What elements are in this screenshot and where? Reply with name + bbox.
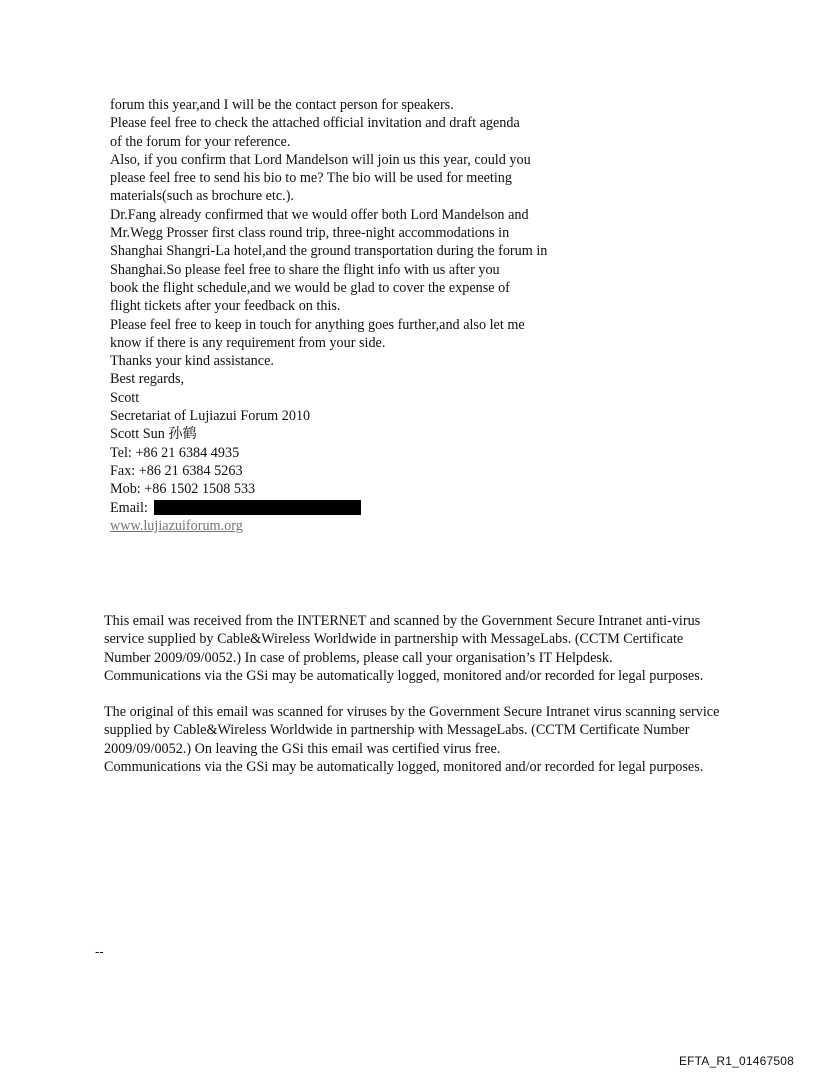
body-line: Shanghai.So please feel free to share the flight info with us after you xyxy=(110,261,500,278)
body-line: flight tickets after your feedback on this. xyxy=(110,298,341,315)
email-body xyxy=(110,96,710,535)
signature-closing: Best regards, xyxy=(110,371,185,388)
signature-mob: Mob: +86 1502 1508 533 xyxy=(110,481,256,498)
gsi-disclaimer xyxy=(104,612,724,776)
incoming-logging-notice: Communications via the GSi may be automatically logged, monitored and/or recorded for legal purposes. xyxy=(104,667,704,684)
body-line: book the flight schedule,and we would be glad to cover the expense of xyxy=(110,279,510,296)
signature-fax: Fax: +86 21 6384 5263 xyxy=(110,462,243,479)
body-line: Thanks your kind assistance. xyxy=(110,353,274,370)
signature-org: Secretariat of Lujiazui Forum 2010 xyxy=(110,408,311,425)
document-id: EFTA_R1_01467508 xyxy=(678,1054,794,1068)
body-line: Mr.Wegg Prosser first class round trip, three-night accommodations in xyxy=(110,225,510,242)
signature-separator: -- xyxy=(95,944,104,959)
body-line: Dr.Fang already confirmed that we would offer both Lord Mandelson and xyxy=(110,206,529,223)
body-line: know if there is any requirement from your side. xyxy=(110,334,386,351)
signature-full-name: Scott Sun 孙鹤 xyxy=(110,426,197,443)
outgoing-scan-notice: The original of this email was scanned for viruses by the Government Secure Intranet virus scanning service supplied by Cable&Wireless Worldwide in partnership with MessageLabs. (CCTM Certificate Number 2009/09/0052.) On leaving the GSi this email was certified virus free. xyxy=(104,704,720,757)
body-line: forum this year,and I will be the contact person for speakers. xyxy=(110,97,454,113)
body-line: Also, if you confirm that Lord Mandelson will join us this year, could you xyxy=(110,151,531,168)
signature-tel: Tel: +86 21 6384 4935 xyxy=(110,444,240,461)
incoming-scan-notice: This email was received from the INTERNET and scanned by the Government Secure Intranet anti-virus service supplied by Cable&Wireless Worldwide in partnership with MessageLabs. (CCTM Certificate Number 2009/09/0052.) In case of problems, please call your organisation’s IT Helpdesk. xyxy=(104,613,701,666)
signature-email-label: Email: xyxy=(110,499,148,516)
signature-email-row xyxy=(110,499,710,517)
body-line: Please feel free to check the attached official invitation and draft agenda xyxy=(110,115,520,132)
spacer xyxy=(104,685,724,703)
body-line: please feel free to send his bio to me? The bio will be used for meeting xyxy=(110,170,512,187)
website-link[interactable]: www.lujiazuiforum.org xyxy=(110,517,243,534)
outgoing-logging-notice: Communications via the GSi may be automatically logged, monitored and/or recorded for legal purposes. xyxy=(104,759,704,776)
signature-name: Scott xyxy=(110,389,140,406)
redaction-bar xyxy=(154,500,361,515)
body-line: of the forum for your reference. xyxy=(110,133,291,150)
body-line: Shanghai Shangri-La hotel,and the ground transportation during the forum in xyxy=(110,243,548,260)
body-line: materials(such as brochure etc.). xyxy=(110,188,294,205)
body-line: Please feel free to keep in touch for anything goes further,and also let me xyxy=(110,316,525,333)
